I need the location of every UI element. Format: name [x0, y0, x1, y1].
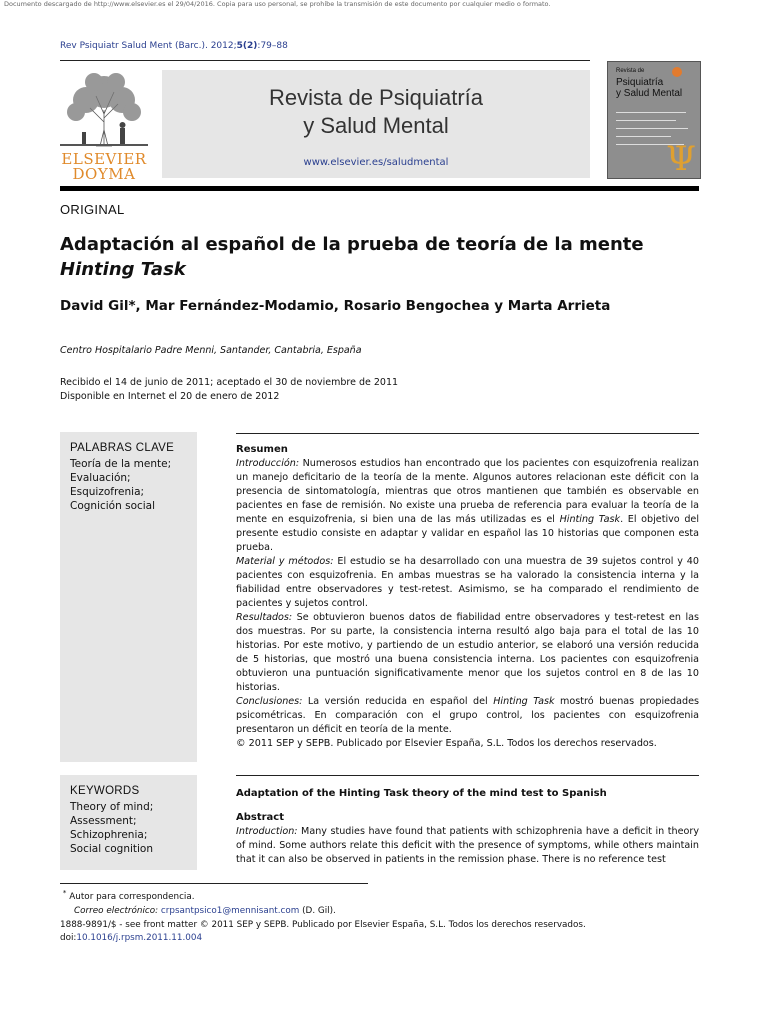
footnote-line-1 [60, 886, 336, 904]
download-notice: Documento descargado de http://www.elsevier.es el 29/04/2016. Copia para uso personal, se prohíbe la transmisión de este documento por cualquier medio o formato. [4, 0, 551, 8]
keywords-box-en [60, 775, 197, 870]
keyword-item: Esquizofrenia; [70, 486, 145, 498]
abstract-rule [236, 775, 699, 776]
cover-toc-line [616, 128, 688, 129]
article-title-italic: Hinting Task [60, 259, 186, 280]
abstract-introduction [236, 825, 699, 867]
cover-title-small: Revista de [616, 68, 645, 74]
elsevier-logo [56, 70, 152, 182]
abstract-intro-label: Introduction: [236, 826, 298, 837]
elsevier-wordmark-line2: DOYMA [72, 165, 136, 183]
cover-toc-line [616, 112, 686, 113]
keyword-item: Evaluación; [70, 472, 131, 484]
email-label: Correo electrónico: [74, 905, 159, 916]
resumen-concl-text-a: La versión reducida en español del [302, 696, 494, 707]
resumen-rule [236, 433, 699, 434]
section-label: ORIGINAL [60, 202, 125, 217]
journal-title-line2: y Salud Mental [303, 113, 449, 138]
header-rule [60, 60, 590, 61]
keyword-item: Social cognition [70, 843, 154, 855]
article-title [60, 232, 700, 282]
email-link[interactable]: crpsantpsico1@mennisant.com [160, 905, 300, 916]
footnote-marker: * [62, 888, 67, 897]
english-title: Adaptation of the Hinting Task theory of the mind test to Spanish [236, 788, 607, 799]
keyword-item: Assessment; [70, 815, 137, 827]
copyright-line: 1888-9891/$ - see front matter © 2011 SEP y SEPB. Publicado por Elsevier España, S.L. Todos los derechos reservados. [60, 920, 586, 930]
cover-title-line1: Psiquiatría [616, 77, 664, 88]
resumen-concl-label: Conclusiones: [236, 696, 303, 707]
psi-icon: Ψ [666, 139, 696, 179]
keyword-item: Theory of mind; [70, 801, 154, 813]
resumen-intro-label: Introducción: [236, 458, 300, 469]
journal-title [162, 84, 590, 140]
resumen-results-text: Se obtuvieron buenos datos de fiabilidad entre observadores y test-retest en las dos muestras. Por su parte, la consistencia interna resultó algo baja para el total de las 10 historias. Por este motivo, y partiendo de un estudio anterior, se elaboró una versión reducida de 5 historias, que mostró una buena consistencia interna. Los pacientes con esquizofrenia obtuvieron una puntuación significativamente menor que los sujetos control en 8 de las 10 historias. [236, 612, 699, 693]
resumen-concl-text-b: mostró buenas propiedades psicométricas. En comparación con el grupo control, los pacientes con esquizofrenia presentaron un déficit en teoría de la mente. [236, 696, 699, 735]
footnote-text: Autor para correspondencia. [69, 891, 195, 902]
email-suffix: (D. Gil). [299, 905, 336, 916]
keywords-heading-en: KEYWORDS [70, 785, 140, 797]
received-date: Recibido el 14 de junio de 2011; aceptado el 30 de noviembre de 2011 [60, 377, 399, 388]
resumen-intro-text-b: . El objetivo del presente estudio consiste en adaptar y validar en español las 10 historias que componen esta prueba. [236, 514, 699, 553]
journal-title-line1: Revista de Psiquiatría [269, 85, 483, 110]
article-title-main: Adaptación al español de la prueba de teoría de la mente [60, 234, 644, 255]
journal-banner [162, 70, 590, 178]
resumen-concl-italic: Hinting Task [493, 696, 555, 707]
title-separator [60, 186, 699, 191]
journal-reference-prefix: Rev Psiquiatr Salud Ment (Barc.). 2012; [60, 41, 237, 51]
journal-reference [60, 41, 288, 51]
footnote-line-2 [60, 904, 336, 918]
resumen-introduction [236, 457, 699, 555]
affiliation: Centro Hospitalario Padre Menni, Santander, Cantabria, España [60, 345, 362, 356]
author-list: David Gil*, Mar Fernández-Modamio, Rosario Bengochea y Marta Arrieta [60, 298, 611, 314]
corresponding-author-footnote [60, 886, 336, 918]
cover-title [616, 66, 682, 99]
resumen-copyright: © 2011 SEP y SEPB. Publicado por Elsevier España, S.L. Todos los derechos reservados. [236, 738, 657, 749]
keyword-item: Teoría de la mente; [70, 458, 172, 470]
cover-title-line2: y Salud Mental [616, 88, 683, 99]
doi-line [60, 932, 586, 945]
doi-link[interactable]: 10.1016/j.rpsm.2011.11.004 [76, 933, 203, 943]
journal-pages: :79–88 [257, 41, 288, 51]
elsevier-wordmark [56, 152, 152, 182]
footnote-rule [60, 883, 368, 884]
journal-cover-thumbnail [607, 61, 701, 179]
journal-volume: 5(2) [236, 41, 258, 51]
resumen-intro-italic: Hinting Task [559, 514, 621, 525]
resumen-methods-text: El estudio se ha desarrollado con una muestra de 39 sujetos control y 40 pacientes con esquizofrenia. En ambas muestras se ha valorado la consistencia interna y la fiabilidad entre observadores y test-retest. Asimismo, se ha comparado el rendimiento de pacientes y sujetos control. [236, 556, 700, 609]
online-date: Disponible en Internet el 20 de enero de 2012 [60, 391, 280, 402]
copyright-footer [60, 919, 586, 945]
journal-url-link[interactable]: www.elsevier.es/saludmental [303, 157, 449, 168]
resumen-heading: Resumen [236, 444, 288, 455]
cover-toc-line [616, 120, 676, 121]
abstract-section [236, 787, 699, 871]
keyword-item: Schizophrenia; [70, 829, 148, 841]
elsevier-wordmark-line1: ELSEVIER [61, 150, 147, 168]
resumen-methods-label: Material y métodos: [236, 556, 334, 567]
keyword-item: Cognición social [70, 500, 156, 512]
resumen-methods [236, 555, 699, 611]
abstract-intro-text: Many studies have found that patients with schizophrenia have a deficit in theory of mind. Some authors relate this deficit with the presence of symptoms, while others maintain that it can also be observed in patients in the remission phase. There is no reference test [236, 826, 699, 865]
cover-toc-line [616, 136, 671, 137]
doi-prefix: doi: [60, 933, 77, 943]
elsevier-tree-icon [56, 70, 152, 148]
keywords-box-es [60, 432, 197, 762]
resumen-results [236, 611, 699, 695]
article-dates [60, 376, 398, 404]
resumen-section [236, 443, 699, 751]
keywords-heading-es: PALABRAS CLAVE [70, 442, 175, 454]
resumen-intro-text-a: Numerosos estudios han encontrado que los pacientes con esquizofrenia realizan un manejo deficitario de la teoría de la mente. Algunos autores relacionan este déficit con la presencia de sintomatología, mientras que otros mantienen que también es observable en pacientes en fase de remisión. No existe una prueba de referencia para evaluar la teoría de la mente en esquizofrenia, si bien una de las más utilizadas es el [236, 458, 699, 525]
abstract-heading: Abstract [236, 812, 285, 823]
resumen-conclusions [236, 695, 699, 737]
resumen-results-label: Resultados: [236, 612, 293, 623]
